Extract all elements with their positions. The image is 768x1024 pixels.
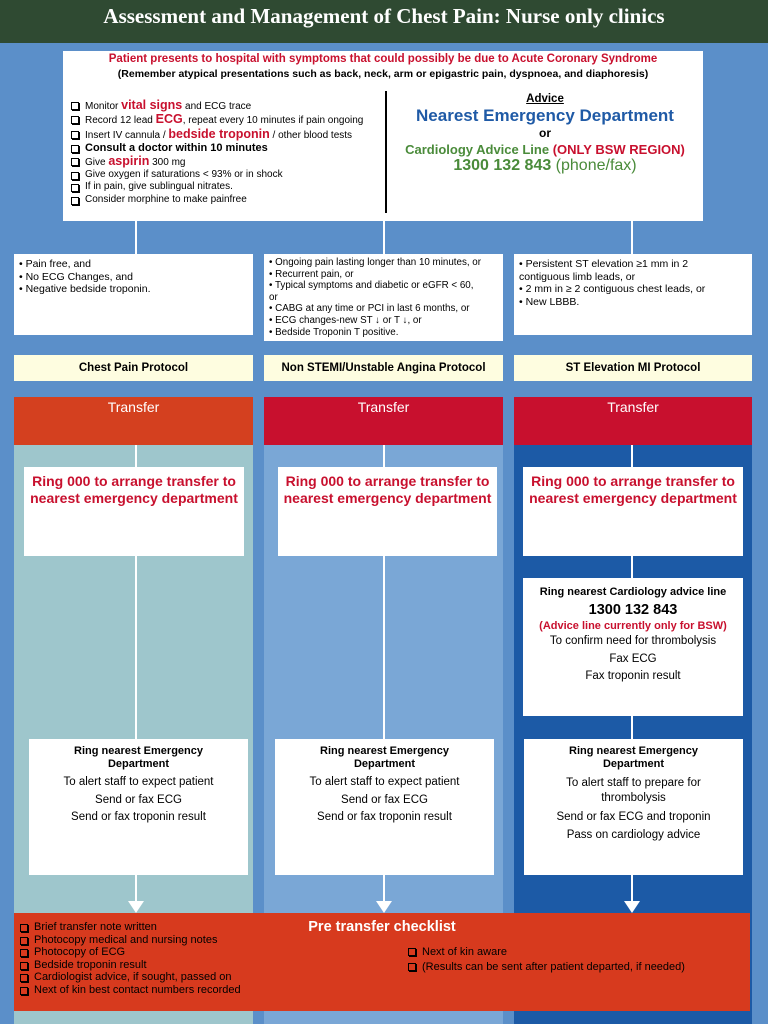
advice-cardiology-label: Cardiology Advice Line <box>405 142 553 157</box>
advice-phone-suffix: (phone/fax) <box>551 157 637 174</box>
checklist-right <box>408 945 748 975</box>
ed-box-line: Send or fax ECG <box>341 793 428 806</box>
step-highlight: ECG <box>155 112 183 127</box>
ed-box-title: Ring nearest Emergency Department <box>74 745 203 770</box>
criteria-line: • CABG at any time or PCI in last 6 months, or <box>269 303 470 315</box>
cardiology-box-note: (Advice line currently only for BSW) <box>539 620 727 632</box>
arrow-down-icon <box>128 901 144 913</box>
arrow-down-icon <box>376 901 392 913</box>
criteria-low-risk <box>14 254 253 335</box>
checklist-item: Next of kin best contact numbers recorded <box>20 984 320 997</box>
step-text: / other blood tests <box>269 129 353 141</box>
ed-box-line: Send or fax troponin result <box>71 811 206 823</box>
advice-phone: 1300 132 843 <box>453 157 552 174</box>
advice-or: or <box>539 126 551 140</box>
ring-ed-box <box>275 739 494 875</box>
checklist-item: Photocopy medical and nursing notes <box>20 934 320 947</box>
step-text: If in pain, give sublingual nitrates. <box>85 181 233 193</box>
step-highlight: aspirin <box>108 153 150 168</box>
ed-box-title: Ring nearest Emergency Department <box>569 745 698 770</box>
checklist-item: (Results can be sent after patient departed, if needed) <box>408 960 748 975</box>
criteria-line: or <box>269 291 278 303</box>
criteria-line: • Ongoing pain lasting longer than 10 minutes, or <box>269 257 482 268</box>
initial-steps-list <box>71 99 386 206</box>
cardiology-advice-box <box>523 578 743 716</box>
ed-box-line: Pass on cardiology advice <box>566 829 701 841</box>
ring-000-box: Ring 000 to arrange transfer to nearest emergency department <box>523 467 743 556</box>
criteria-line: contiguous limb leads, or <box>519 270 636 283</box>
connector <box>383 221 385 254</box>
cardiology-box-line: Fax ECG <box>609 652 657 665</box>
criteria-line: • Typical symptoms and diabetic or eGFR < 60, <box>269 280 474 292</box>
connector <box>631 221 633 254</box>
ed-box-title: Ring nearest Emergency Department <box>320 745 449 770</box>
step-item <box>71 128 386 142</box>
advice-cardiology <box>387 142 703 157</box>
ring-ed-box <box>29 739 248 875</box>
ed-box-line: To alert staff to prepare for thrombolysis <box>566 777 701 804</box>
step-item <box>71 169 386 181</box>
advice-region: (ONLY BSW REGION) <box>552 142 685 157</box>
advice-phone-line <box>387 157 703 175</box>
pre-transfer-checklist <box>14 913 750 1011</box>
cardiology-box-phone: 1300 132 843 <box>588 601 678 618</box>
step-text: Give oxygen if saturations < 93% or in shock <box>85 169 283 181</box>
intro-note: (Remember atypical presentations such as back, neck, arm or epigastric pain, dyspnoea, and diaphoresis) <box>117 68 649 80</box>
step-text: Insert IV cannula / <box>85 129 169 141</box>
advice-ed: Nearest Emergency Department <box>416 106 674 125</box>
transfer-header: Transfer <box>14 397 253 445</box>
checklist-item: Next of kin aware <box>408 945 748 960</box>
protocol-stemi: ST Elevation MI Protocol <box>514 355 752 381</box>
checklist-item: Photocopy of ECG <box>20 946 320 959</box>
ed-box-line: Send or fax troponin result <box>317 811 452 823</box>
criteria-line: • 2 mm in ≥ 2 contiguous chest leads, or <box>519 283 706 295</box>
step-text: Give <box>85 156 109 168</box>
step-text: , repeat every 10 minutes if pain ongoing <box>182 115 364 127</box>
step-item <box>71 155 386 169</box>
checklist-item: Bedside troponin result <box>20 959 320 972</box>
step-highlight: vital signs <box>121 98 183 112</box>
cardiology-box-line: Fax troponin result <box>585 670 681 682</box>
page-title: Assessment and Management of Chest Pain: Nurse only clinics <box>0 0 768 43</box>
criteria-line: • No ECG Changes, and <box>19 270 133 283</box>
step-text: and ECG trace <box>182 101 252 112</box>
step-text: 300 mg <box>149 156 186 168</box>
step-highlight: bedside troponin <box>168 126 270 141</box>
criteria-line: • Pain free, and <box>19 258 91 270</box>
criteria-stemi <box>514 254 752 335</box>
criteria-line: • Persistent ST elevation ≥1 mm in 2 <box>519 258 689 270</box>
checklist-left <box>20 921 320 997</box>
criteria-line: • New LBBB. <box>519 295 580 308</box>
ring-ed-box <box>524 739 743 875</box>
initial-assessment-box <box>63 51 703 221</box>
ed-box-line: Send or fax ECG and troponin <box>556 811 711 823</box>
transfer-header: Transfer <box>264 397 503 445</box>
step-item <box>71 99 386 113</box>
ed-box-line: Send or fax ECG <box>95 793 182 806</box>
ed-box-line: To alert staff to expect patient <box>63 776 214 788</box>
criteria-nstemi <box>264 254 503 341</box>
transfer-header: Transfer <box>514 397 752 445</box>
advice-title: Advice <box>526 93 564 105</box>
step-text: Consult a doctor within 10 minutes <box>85 142 268 155</box>
criteria-line: • ECG changes-new ST ↓ or T ↓, or <box>269 314 422 326</box>
cardiology-box-title: Ring nearest Cardiology advice line <box>539 586 727 598</box>
advice-panel <box>387 93 703 175</box>
criteria-line: • Recurrent pain, or <box>269 268 354 280</box>
step-text: Record 12 lead <box>85 115 156 127</box>
ring-000-box: Ring 000 to arrange transfer to nearest emergency department <box>278 467 497 556</box>
criteria-line: • Bedside Troponin T positive. <box>269 326 399 338</box>
protocol-chest-pain: Chest Pain Protocol <box>14 355 253 381</box>
checklist-title: Pre transfer checklist <box>308 919 456 935</box>
connector <box>135 221 137 254</box>
step-item <box>71 194 386 206</box>
step-item <box>71 113 386 127</box>
ed-box-line: To alert staff to expect patient <box>309 776 460 788</box>
checklist-item: Brief transfer note written <box>20 921 320 934</box>
checklist-item: Cardiologist advice, if sought, passed on <box>20 971 320 984</box>
criteria-line: • Negative bedside troponin. <box>19 283 151 295</box>
step-item <box>71 181 386 193</box>
cardiology-box-line: To confirm need for thrombolysis <box>549 635 717 647</box>
step-text: Monitor <box>85 101 122 112</box>
intro-line: Patient presents to hospital with symptoms that could possibly be due to Acute Coronary Syndrome <box>108 53 658 65</box>
protocol-nstemi: Non STEMI/Unstable Angina Protocol <box>264 355 503 381</box>
arrow-down-icon <box>624 901 640 913</box>
ring-000-box: Ring 000 to arrange transfer to nearest emergency department <box>24 467 244 556</box>
step-text: Consider morphine to make painfree <box>85 193 247 205</box>
